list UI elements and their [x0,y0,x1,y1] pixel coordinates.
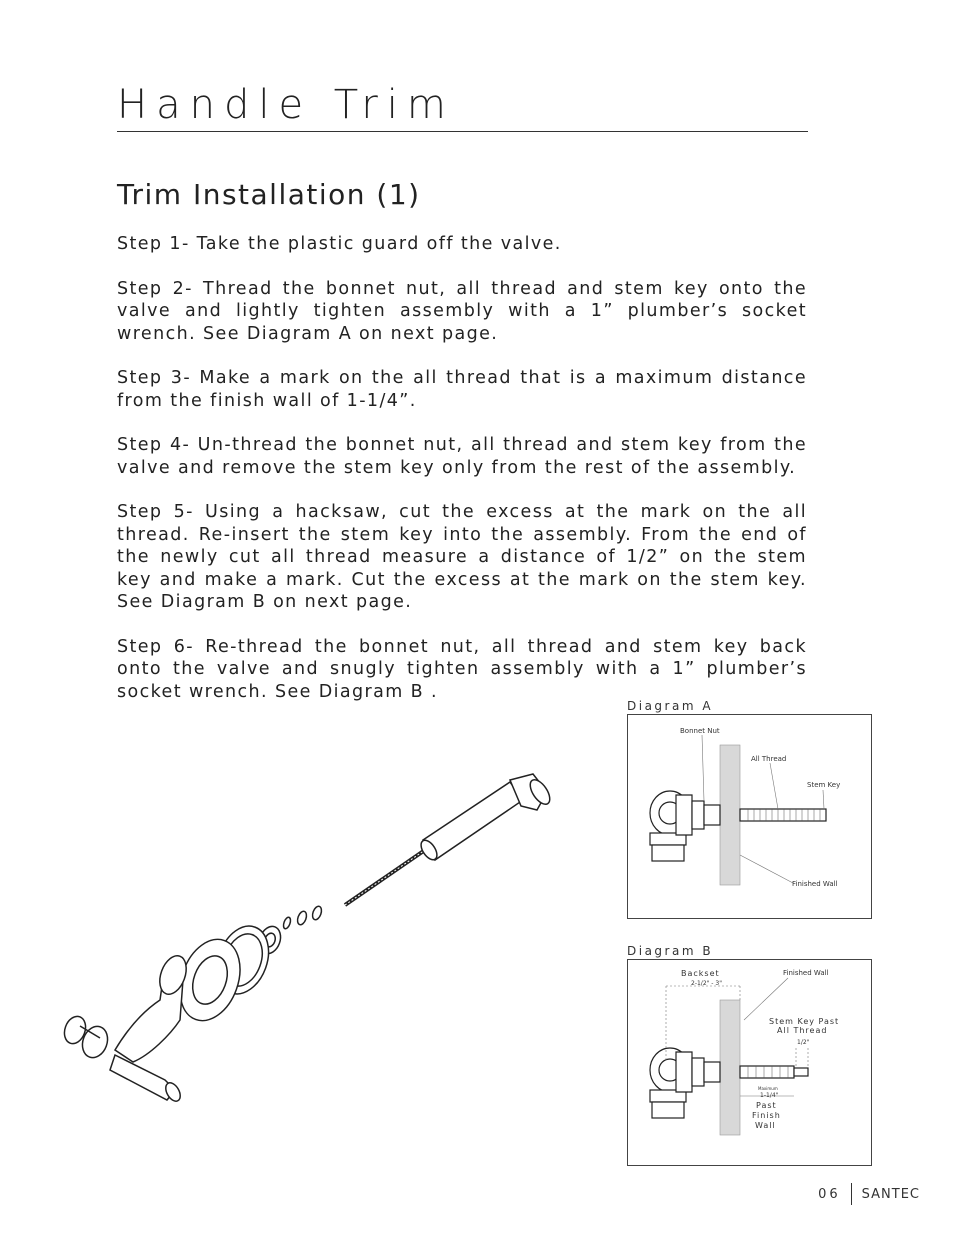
page-number: 06 [818,1186,841,1202]
footer-divider [851,1183,852,1205]
exploded-trim-illustration [55,770,555,1110]
brand-name: SANTEC [861,1186,920,1202]
label-past: Past [756,1101,777,1110]
section-subtitle: Trim Installation (1) [117,178,421,211]
label-finished-wall: Finished Wall [792,880,838,888]
page-footer [818,1183,920,1205]
label-half-inch: 1/2" [797,1039,810,1046]
label-wall: Wall [755,1121,776,1130]
label-finish: Finish [752,1111,781,1120]
step-1: Step 1- Take the plastic guard off the valve. [117,234,562,254]
label-bonnet-nut: Bonnet Nut [680,727,720,735]
label-stem-key-past: Stem Key Past [769,1017,840,1026]
label-backset-range: 2-1/2" - 3" [691,980,722,987]
step-4: Step 4- Un-thread the bonnet nut, all thread and stem key from the valve and remove the stem key only from the rest of the assembly. [117,435,807,478]
step-2: Step 2- Thread the bonnet nut, all thread and stem key onto the valve and lightly tighten assembly with a 1” plumber’s socket wrench. See Diagram A on next page. [117,278,807,344]
step-5: Step 5- Using a hacksaw, cut the excess at the mark on the all thread. Re-insert the stem key into the assembly. From the end of the newly cut all thread measure a distance of 1/2” on the stem key and make a mark. Cut the excess at the mark on the stem key. See Diagram B on next page. [117,502,807,612]
label-all-thread-b: All Thread [777,1026,828,1035]
diagram-a [627,714,872,919]
title-divider [117,131,808,132]
label-stem-key: Stem Key [807,781,841,789]
step-6: Step 6- Re-thread the bonnet nut, all thread and stem key back onto the valve and snugly tighten assembly with a 1” plumber’s socket wrench. See Diagram B . [117,636,807,702]
label-one-quarter: 1-1/4" [760,1092,779,1099]
diagram-a-caption: Diagram A [627,699,714,713]
step-3: Step 3- Make a mark on the all thread that is a maximum distance from the finish wall of 1-1/4”. [117,368,807,411]
label-maximum: Maximum [758,1086,778,1091]
instruction-steps [117,233,807,725]
label-backset: Backset [681,969,720,978]
diagram-b [627,959,872,1166]
page-title: Handle Trim [117,82,455,128]
label-finished-wall-b: Finished Wall [783,969,829,977]
diagram-b-caption: Diagram B [627,944,714,958]
label-all-thread: All Thread [751,755,787,763]
